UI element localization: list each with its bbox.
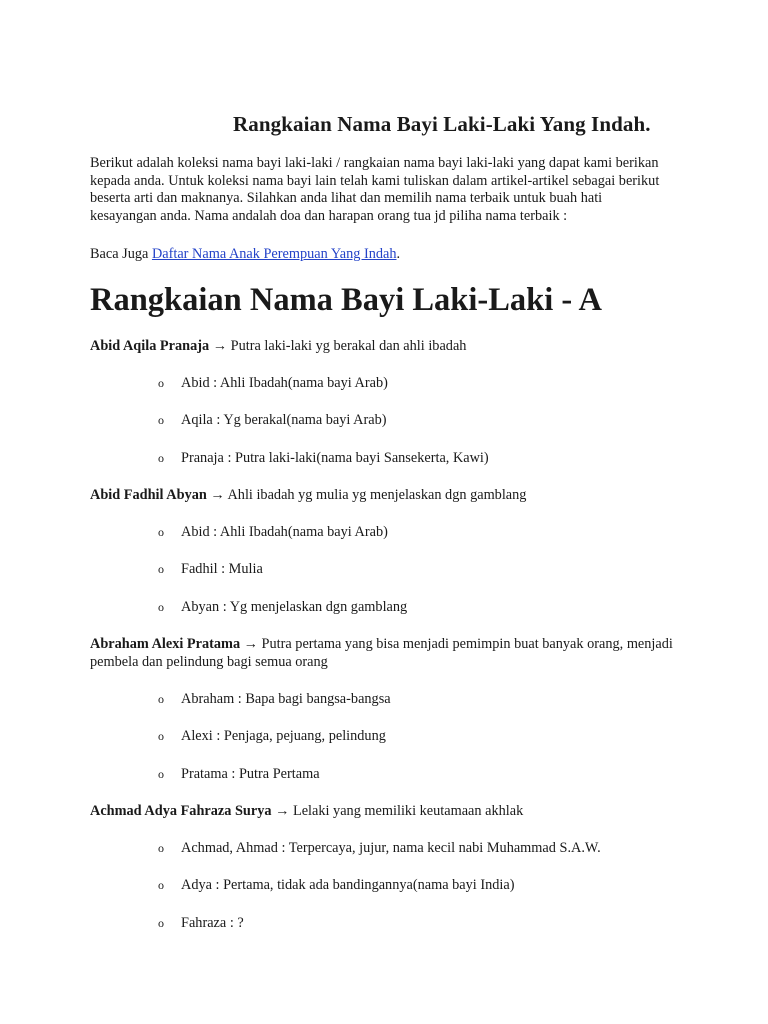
name-parts-list bbox=[90, 671, 680, 784]
list-item bbox=[90, 393, 680, 431]
name-part: Pranaja : Putra laki-laki(nama bayi Sansekerta, Kawi) bbox=[181, 449, 489, 466]
entry-name: Abid Aqila Pranaja bbox=[90, 338, 210, 354]
see-also-suffix: . bbox=[396, 246, 401, 262]
list-item bbox=[90, 355, 680, 393]
entry-name: Abid Fadhil Abyan bbox=[90, 487, 207, 503]
see-also-link[interactable]: Daftar Nama Anak Perempuan Yang Indah bbox=[151, 246, 397, 262]
entry-meaning: → Putra laki-laki yg berakal dan ahli ibadah bbox=[209, 338, 467, 354]
bullet-icon: o bbox=[158, 878, 164, 892]
name-part: Fahraza : ? bbox=[181, 914, 244, 931]
entry-title bbox=[90, 337, 680, 355]
list-item bbox=[90, 709, 680, 747]
bullet-icon: o bbox=[158, 413, 164, 427]
entry-meaning: → Ahli ibadah yg mulia yg menjelaskan dgn gamblang bbox=[206, 487, 527, 503]
name-parts-list bbox=[90, 504, 680, 617]
entry-title bbox=[90, 635, 680, 671]
list-item bbox=[90, 504, 680, 542]
entry-meaning: → Lelaki yang memiliki keutamaan akhlak bbox=[271, 803, 524, 819]
name-part: Abid : Ahli Ibadah(nama bayi Arab) bbox=[181, 523, 388, 540]
list-item bbox=[90, 858, 680, 896]
list-item bbox=[90, 671, 680, 709]
section-heading: Rangkaian Nama Bayi Laki-Laki - A bbox=[90, 282, 602, 318]
name-part: Abyan : Yg menjelaskan dgn gamblang bbox=[181, 598, 408, 615]
name-part: Achmad, Ahmad : Terpercaya, jujur, nama kecil nabi Muhammad S.A.W. bbox=[181, 839, 601, 856]
list-item bbox=[90, 820, 680, 858]
name-part: Pratama : Putra Pertama bbox=[181, 765, 320, 782]
name-part: Fadhil : Mulia bbox=[181, 561, 263, 577]
intro-paragraph: Berikut adalah koleksi nama bayi laki-laki / rangkaian nama bayi laki-laki yang dapat kami berikan kepada anda. Untuk koleksi nama bayi lain telah kami tuliskan dalam artikel-artikel sebagai berikut beserta arti dan maknanya. Silahkan anda lihat dan memilih nama terbaik untuk buah hati kesayangan anda. Nama andalah doa dan harapan orang tua jd piliha nama terbaik : bbox=[90, 155, 660, 224]
bullet-icon: o bbox=[158, 599, 164, 614]
bullet-icon: o bbox=[158, 915, 164, 930]
list-item bbox=[90, 542, 680, 580]
bullet-icon: o bbox=[158, 562, 164, 576]
name-entry bbox=[90, 635, 680, 784]
name-part: Alexi : Penjaga, pejuang, pelindung bbox=[181, 728, 386, 744]
name-part: Abid : Ahli Ibadah(nama bayi Arab) bbox=[181, 374, 388, 391]
list-item bbox=[90, 579, 680, 617]
name-entry bbox=[90, 337, 680, 468]
see-also-line bbox=[90, 246, 400, 263]
bullet-icon: o bbox=[158, 840, 164, 855]
name-part: Aqila : Yg berakal(nama bayi Arab) bbox=[181, 412, 387, 428]
bullet-icon: o bbox=[158, 375, 164, 390]
name-part: Abraham : Bapa bagi bangsa-bangsa bbox=[181, 690, 391, 707]
bullet-icon: o bbox=[158, 691, 164, 706]
entry-title bbox=[90, 486, 680, 504]
name-part: Adya : Pertama, tidak ada bandingannya(nama bayi India) bbox=[181, 877, 515, 893]
name-entry bbox=[90, 486, 680, 617]
list-item bbox=[90, 895, 680, 933]
bullet-icon: o bbox=[158, 450, 164, 465]
entry-meaning: → Putra pertama yang bisa menjadi pemimpin buat banyak orang, menjadi pembela dan pelindung bagi semua orang bbox=[90, 636, 673, 670]
entry-name: Achmad Adya Fahraza Surya bbox=[90, 803, 272, 819]
document-title: Rangkaian Nama Bayi Laki-Laki Yang Indah. bbox=[233, 112, 651, 136]
entry-name: Abraham Alexi Pratama bbox=[90, 636, 241, 652]
entry-title bbox=[90, 802, 680, 820]
bullet-icon: o bbox=[158, 729, 164, 743]
bullet-icon: o bbox=[158, 766, 164, 781]
list-item bbox=[90, 746, 680, 784]
list-item bbox=[90, 430, 680, 468]
name-parts-list bbox=[90, 355, 680, 468]
name-parts-list bbox=[90, 820, 680, 933]
bullet-icon: o bbox=[158, 524, 164, 539]
name-entries bbox=[90, 337, 680, 933]
see-also-prefix: Baca Juga bbox=[90, 246, 152, 262]
name-entry bbox=[90, 802, 680, 933]
